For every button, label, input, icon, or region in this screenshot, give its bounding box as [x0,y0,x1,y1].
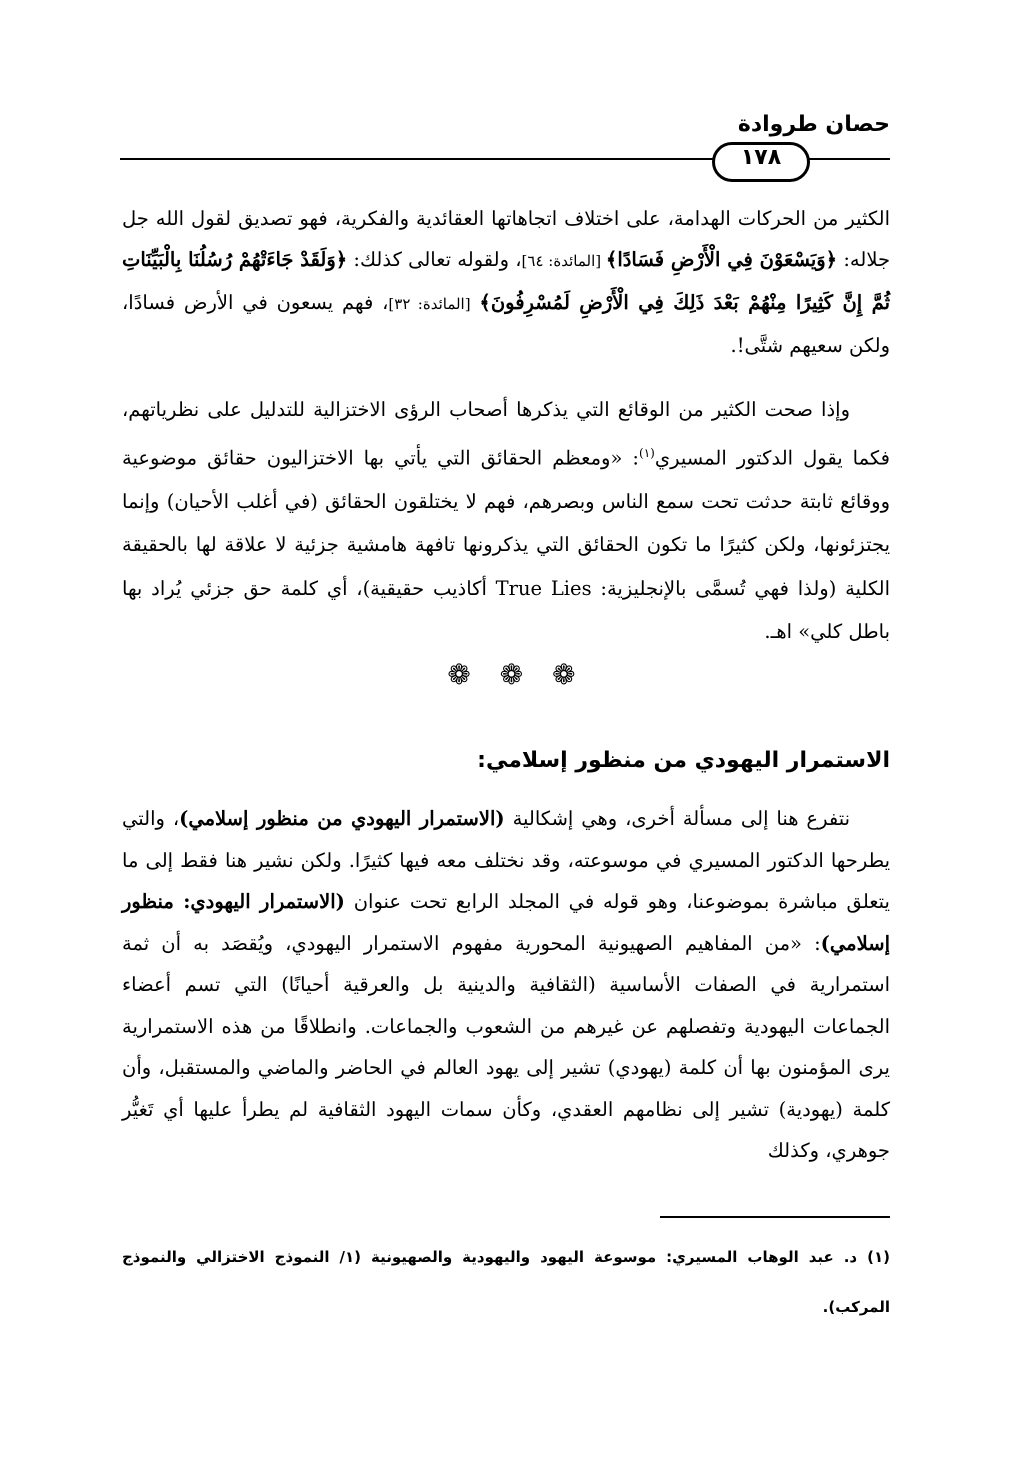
paragraph-text: ، والتي يطرحها الدكتور المسيري في موسوعته، وقد نختلف معه فيها كثيرًا. ولكن نشير هنا فقط إلى ما يتعلق مباشرة بموضوعنا، وهو قوله في المجلد الرابع تحت عنوان [122,807,890,913]
running-header-title: حصان طروادة [737,112,890,137]
text-line: الكثير من الحركات الهدامة، على اختلاف اتجاهاتها العقائدية والفكرية، فهو تصديق [238,207,890,230]
paragraph-text: نتفرع هنا إلى مسألة أخرى، وهي إشكالية [504,807,851,830]
text-line: ، فهم يسعون في الأرض فسادًا، ولكن سعيهم شتَّى!. [122,291,890,357]
text-line: لقول الله جل جلاله: [122,207,891,271]
paragraph-jewish-continuity [122,798,890,1172]
paragraph-text: وإذا صحت الكثير من الوقائع التي يذكرها أصحاب الرؤى الاختزالية للتدليل على نظرياتهم، فكما يقول الدكتور المسيري [122,398,890,469]
quran-verse: ﴿وَلَقَدْ جَاءَتْهُمْ رُسُلُنَا بِالْبَيِّنَاتِ ثُمَّ إِنَّ كَثِيرًا مِنْهُمْ بَعْدَ ذَلِكَ فِي الْأَرْضِ لَمُسْرِفُونَ﴾ [122,248,890,314]
bold-phrase: (الاستمرار اليهودي من منظور إسلامي) [179,807,505,830]
verse-reference: [المائدة: ٦٤] [521,252,606,270]
section-heading: الاستمرار اليهودي من منظور إسلامي: [477,748,890,773]
verse-reference: [المائدة: ٣٢] [388,295,471,313]
section-separator-ornament: ❁ ❁ ❁ [447,658,586,691]
quran-verse: ﴿وَيَسْعَوْنَ فِي الْأَرْضِ فَسَادًا﴾ [605,248,838,271]
paragraph-reductionist [122,388,890,654]
paragraph-text: : «ومعظم الحقائق التي يأتي بها الاختزاليون حقائق موضوعية ووقائع ثابتة حدثت تحت سمع الناس وبصرهم، فهم لا يختلقون الحقائق (في أغلب الأحيان) وإنما يجتزئونها، ولكن كثيرًا ما تكون الحقائق التي يذكرونها تافهة هامشية جزئية لا علاقة لها بالحقيقة الكلية (ولذا فهي تُسمَّى بالإنجليزية: [122,446,891,600]
paragraph-text: : «من المفاهيم الصهيونية المحورية مفهوم الاستمرار اليهودي، ويُقصَد به أن ثمة استمرارية في الصفات الأساسية (الثقافية والدينية بل والعرقية أحيانًا) التي تسم أعضاء الجماعات اليهودية وتفصلهم عن غيرهم من الشعوب والجماعات. وانطلاقًا من هذه الاستمرارية يرى المؤمنون بها أن كلمة (يهودي) تشير إلى يهود العالم في الحاضر والماضي والمستقبل، وأن كلمة (يهودية) تشير إلى نظامهم العقدي، وكأن سمات اليهود الثقافية لم يطرأ عليها أي تَغيُّر جوهري، وكذلك [122,931,890,1162]
footnote: (١) د. عبد الوهاب المسيري: موسوعة اليهود واليهودية والصهيونية (١/ النموذج الاختزالي والنموذج المركب). [122,1248,890,1316]
page-number-badge: ١٧٨ [712,142,810,182]
footnote-marker[interactable]: (١) [639,445,655,460]
bold-phrase: (الاستمرار اليهودي: منظور إسلامي) [122,890,890,955]
footnote-rule [660,1216,890,1218]
paragraph-text: أكاذيب حقيقية)، أي كلمة حق جزئي يُراد بها باطل كلي» اهـ. [122,576,890,643]
english-term: True Lies [495,576,592,600]
text-line: ، ولقوله تعالى كذلك: [353,248,522,271]
paragraph-verses [122,198,890,366]
